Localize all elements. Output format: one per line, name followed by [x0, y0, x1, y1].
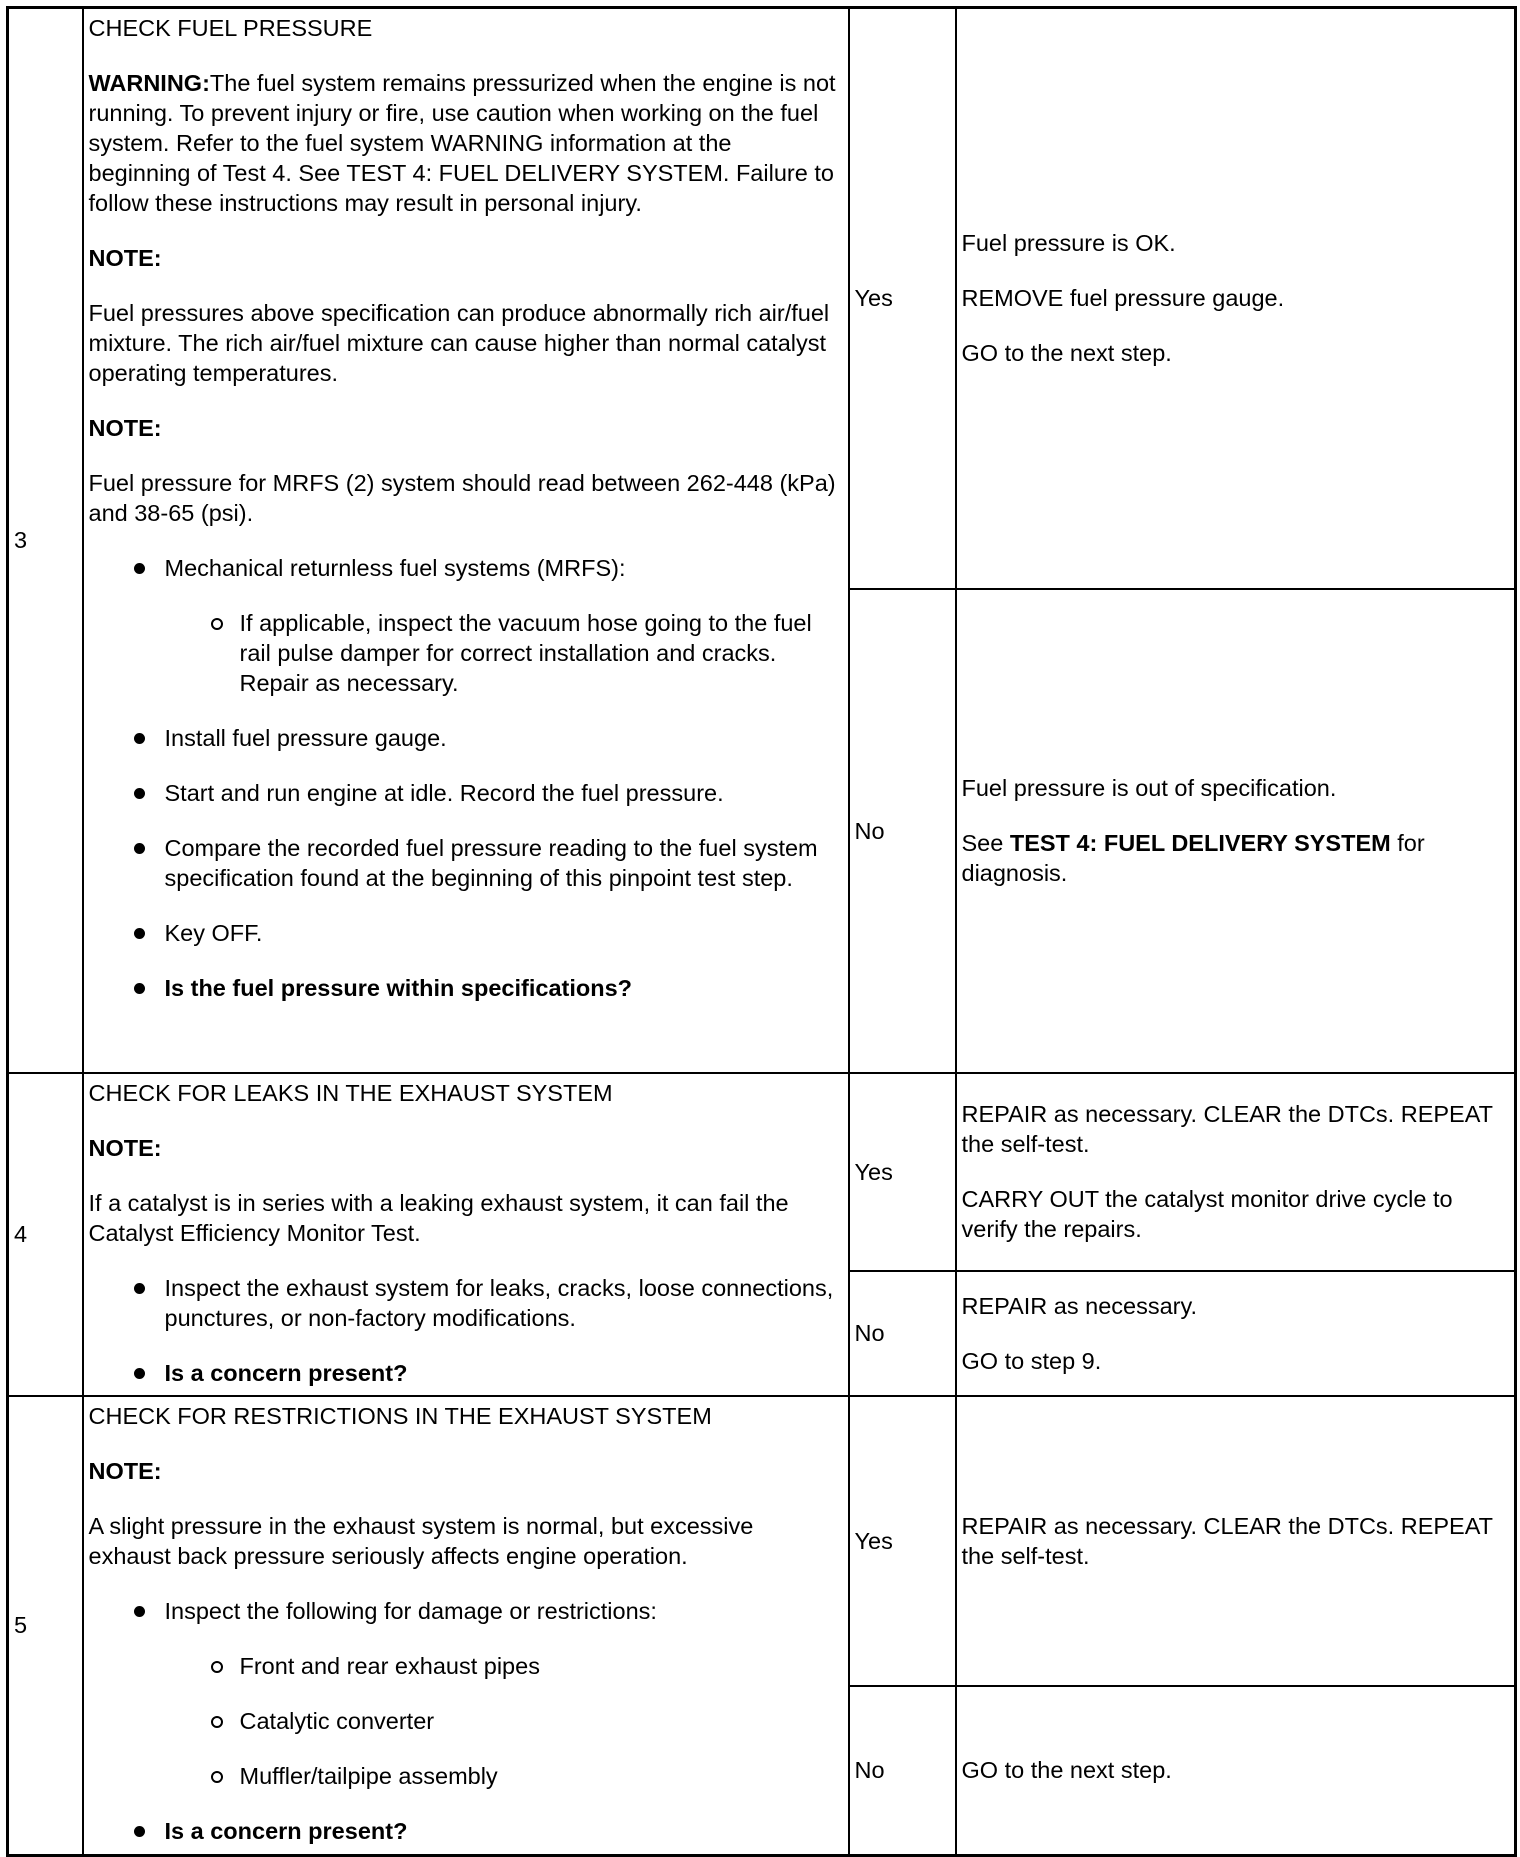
sub-list-item: If applicable, inspect the vacuum hose going to the fuel rail pulse damper for correct installation and cracks. Repair as necessary.	[240, 608, 840, 698]
list-item	[165, 553, 840, 698]
note-text: Fuel pressures above specification can produce abnormally rich air/fuel mixture. The rich air/fuel mixture can cause higher than normal catalyst operating temperatures.	[88, 300, 830, 386]
step-description	[83, 1073, 849, 1396]
action-yes	[956, 1396, 1516, 1686]
question-item: Is a concern present?	[165, 1358, 840, 1388]
answer-no: No	[849, 589, 956, 1073]
step-title: CHECK FOR LEAKS IN THE EXHAUST SYSTEM	[88, 1079, 613, 1106]
question-item: Is a concern present?	[165, 1816, 840, 1846]
step-title: CHECK FUEL PRESSURE	[88, 15, 373, 41]
action-text-part: for diagnosis.	[961, 830, 1425, 886]
step-4-row-yes	[8, 1073, 1516, 1271]
step-title: CHECK FOR RESTRICTIONS IN THE EXHAUST SYSTEM	[88, 1402, 712, 1429]
list-item: Compare the recorded fuel pressure reading to the fuel system specification found at the beginning of this pinpoint test step.	[165, 833, 840, 893]
step-5-row-yes	[8, 1396, 1516, 1686]
answer-yes: Yes	[849, 1396, 956, 1686]
action-no	[956, 1686, 1516, 1856]
instruction-list	[89, 553, 840, 1003]
question-item: Is the fuel pressure within specifications?	[165, 973, 840, 1003]
action-text: REPAIR as necessary. CLEAR the DTCs. REPEAT the self-test.	[961, 1512, 1493, 1569]
action-no	[956, 1271, 1516, 1396]
sub-list	[165, 608, 840, 698]
instruction-list	[89, 1596, 840, 1846]
list-item: Install fuel pressure gauge.	[165, 723, 840, 753]
action-text: CARRY OUT the catalyst monitor drive cycle to verify the repairs.	[961, 1186, 1453, 1242]
note-label: NOTE:	[88, 415, 162, 441]
action-text: REPAIR as necessary.	[961, 1292, 1198, 1319]
action-text-part: See	[961, 830, 1010, 856]
sub-list-item: Catalytic converter	[240, 1706, 840, 1736]
list-item-text: Inspect the following for damage or restrictions:	[164, 1597, 657, 1624]
answer-yes: Yes	[849, 1073, 956, 1271]
action-text: GO to step 9.	[961, 1347, 1102, 1374]
action-text: REPAIR as necessary. CLEAR the DTCs. REPEAT the self-test.	[961, 1101, 1493, 1157]
note-text: Fuel pressure for MRFS (2) system should read between 262-448 (kPa) and 38-65 (psi).	[88, 470, 836, 526]
note-label: NOTE:	[88, 245, 162, 271]
list-item: Start and run engine at idle. Record the fuel pressure.	[165, 778, 840, 808]
warning-block	[89, 68, 840, 218]
action-text	[962, 828, 1507, 888]
instruction-list	[89, 1273, 840, 1388]
warning-text: The fuel system remains pressurized when the engine is not running. To prevent injury or fire, use caution when working on the fuel system. Refer to the fuel system WARNING information at the beginning of Test 4. See TEST 4: FUEL DELIVERY SYSTEM. Failure to follow these instructions may result in personal injury.	[88, 70, 836, 216]
answer-no: No	[849, 1686, 956, 1856]
step-description	[83, 8, 849, 1073]
sub-list	[165, 1651, 840, 1791]
step-description	[83, 1396, 849, 1856]
list-item: Key OFF.	[165, 918, 840, 948]
step-number: 4	[8, 1073, 83, 1396]
warning-label: WARNING:	[88, 70, 210, 96]
sub-list-item: Front and rear exhaust pipes	[240, 1651, 840, 1681]
sub-list-item: Muffler/tailpipe assembly	[240, 1761, 840, 1791]
pinpoint-test-table	[6, 6, 1517, 1857]
note-text: If a catalyst is in series with a leaking exhaust system, it can fail the Catalyst Efficiency Monitor Test.	[88, 1189, 789, 1246]
note-label: NOTE:	[88, 1134, 162, 1161]
note-label: NOTE:	[88, 1457, 162, 1484]
test-reference-link[interactable]: TEST 4: FUEL DELIVERY SYSTEM	[1009, 830, 1391, 856]
answer-no: No	[849, 1271, 956, 1396]
list-item	[165, 1596, 840, 1791]
action-text: GO to the next step.	[961, 340, 1172, 367]
list-item-text: Mechanical returnless fuel systems (MRFS):	[164, 555, 626, 581]
action-text: REMOVE fuel pressure gauge.	[961, 285, 1285, 312]
list-item: Inspect the exhaust system for leaks, cracks, loose connections, punctures, or non-factory modifications.	[165, 1273, 840, 1333]
step-3-row-yes	[8, 8, 1516, 589]
action-text: GO to the next step.	[961, 1757, 1172, 1784]
action-yes	[956, 1073, 1516, 1271]
action-no	[956, 589, 1516, 1073]
step-number: 3	[8, 8, 83, 1073]
answer-yes: Yes	[849, 8, 956, 589]
action-yes	[956, 8, 1516, 589]
note-text: A slight pressure in the exhaust system is normal, but excessive exhaust back pressure seriously affects engine operation.	[88, 1512, 754, 1569]
action-text: Fuel pressure is out of specification.	[961, 775, 1337, 801]
action-text: Fuel pressure is OK.	[961, 230, 1176, 257]
step-number: 5	[8, 1396, 83, 1856]
